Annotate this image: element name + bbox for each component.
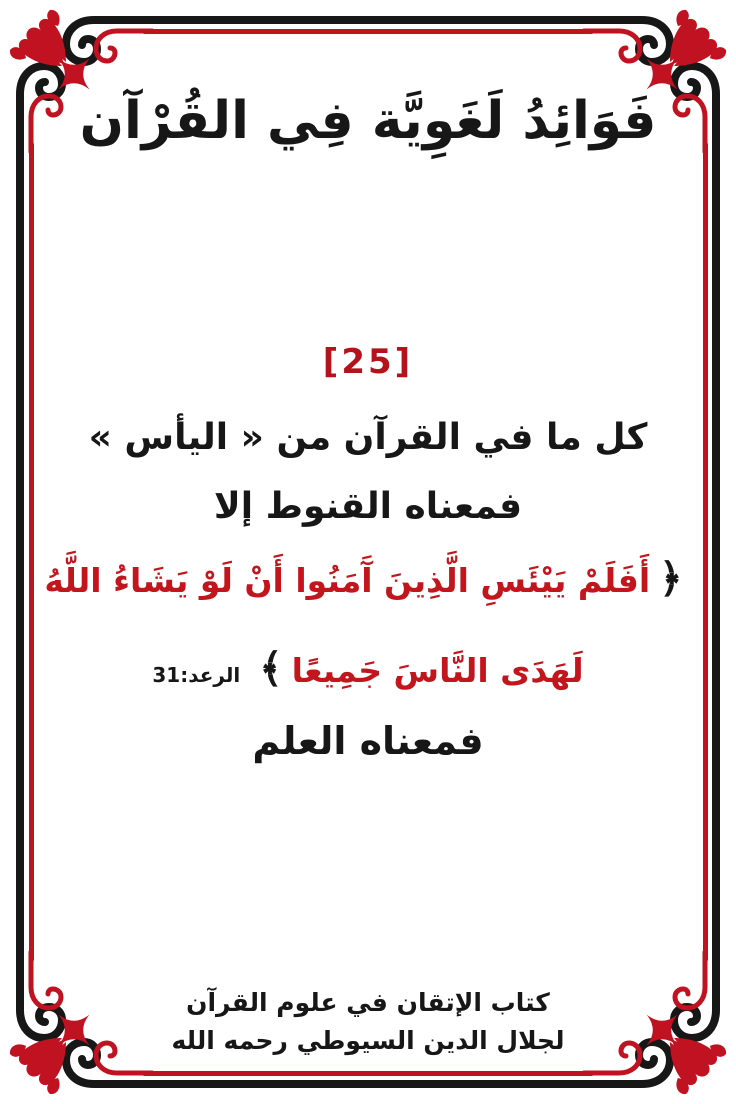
item-number: [44, 338, 692, 387]
item-number-value: [25]: [322, 342, 414, 382]
page-title: فَوَائِدُ لَغَوِيَّة فِي القُرْآن: [79, 91, 657, 151]
frame-edge-bottom-red: [142, 1071, 594, 1076]
frame-edge-right-black: [712, 135, 720, 969]
quran-verse-line-1: [26, 550, 710, 608]
ornate-open-bracket: ﴿: [659, 556, 683, 602]
statement-line-1: كل ما في القرآن من « اليأس »: [88, 417, 648, 458]
verse-text-2: لَهَدَى النَّاسَ جَمِيعًا: [291, 651, 584, 690]
conclusion-line: فمعناه العلم: [252, 719, 484, 763]
source-line-2: لجلال الدين السيوطي رحمه الله: [171, 1025, 565, 1055]
verse-text-1: أَفَلَمْ يَيْئَسِ الَّذِينَ آَمَنُوا أَنْ لَوْ يَشَاءُ اللَّهُ: [44, 561, 651, 600]
frame-edge-left-black: [16, 135, 24, 969]
source-attribution: [44, 984, 692, 1059]
quran-verse-line-2: [44, 640, 692, 698]
frame-edge-top-black: [135, 16, 601, 24]
frame-edge-bottom-black: [135, 1080, 601, 1088]
frame-edge-top-red: [142, 29, 594, 34]
ornate-close-bracket: ﴾: [259, 646, 283, 692]
verse-reference: الرعد:31: [152, 663, 241, 687]
statement-line-2: فمعناه القنوط إلا: [213, 486, 523, 527]
source-line-1: كتاب الإتقان في علوم القرآن: [186, 988, 550, 1017]
